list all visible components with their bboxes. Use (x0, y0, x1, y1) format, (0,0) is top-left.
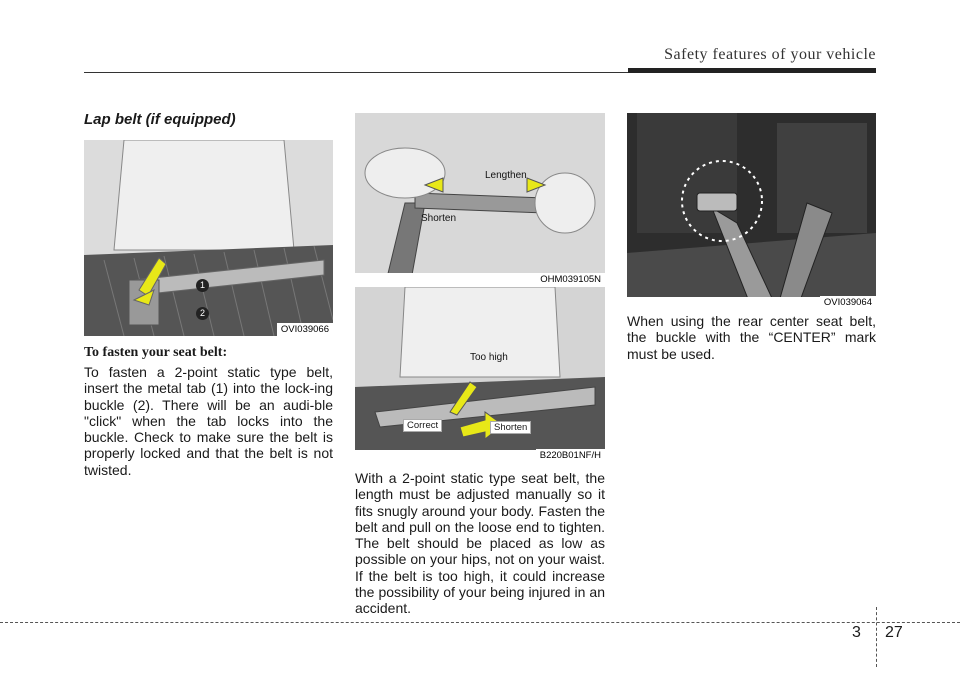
shorten-label: Shorten (490, 421, 531, 434)
callout-1-marker: 1 (196, 279, 209, 292)
belt-position-illustration (355, 287, 605, 462)
figure-adjust-length (355, 113, 605, 286)
running-header: Safety features of your vehicle (664, 46, 876, 63)
callout-2-marker: 2 (196, 307, 209, 320)
too-high-label: Too high (470, 352, 508, 363)
header-accent-bar (628, 68, 876, 73)
page-number: 27 (885, 624, 903, 641)
figure-code: OVI039066 (277, 323, 333, 336)
section-heading: Lap belt (if equipped) (84, 111, 236, 128)
fasten-belt-illustration (84, 140, 333, 336)
rear-center-belt-illustration (627, 113, 876, 309)
figure-belt-position (355, 287, 605, 462)
lengthen-label: Lengthen (485, 170, 527, 181)
footer-divider (876, 607, 877, 667)
rear-center-instructions: When using the rear center seat belt, the buckle with the “CENTER” mark must be used. (627, 313, 876, 362)
section-number: 3 (852, 624, 861, 641)
adjust-length-illustration (355, 113, 605, 286)
footer-rule (0, 622, 960, 623)
correct-label: Correct (403, 419, 442, 432)
figure-fasten-belt (84, 140, 333, 336)
subheading-fasten: To fasten your seat belt: (84, 345, 228, 360)
fasten-instructions: To fasten a 2-point static type belt, insert the metal tab (1) into the lock-ing buckle (2). There will be an audi-ble "click" when the tab locks into the buckle. Check to make sure the belt is properly locked and that the belt is not twisted. (84, 364, 333, 478)
figure-rear-center-belt (627, 113, 876, 309)
figure-code: OHM039105N (536, 273, 605, 286)
shorten-label: Shorten (421, 213, 457, 224)
figure-code: OVI039064 (820, 296, 876, 309)
adjust-length-instructions: With a 2-point static type seat belt, the length must be adjusted manually so it fits snugly around your body. Fasten the belt and pull on the loose end to tighten. The belt should be placed as low as possible on your hips, not on your waist. If the belt is too high, it could increase the possibility of your being injured in an accident. (355, 470, 605, 617)
figure-code: B220B01NF/H (536, 449, 605, 462)
